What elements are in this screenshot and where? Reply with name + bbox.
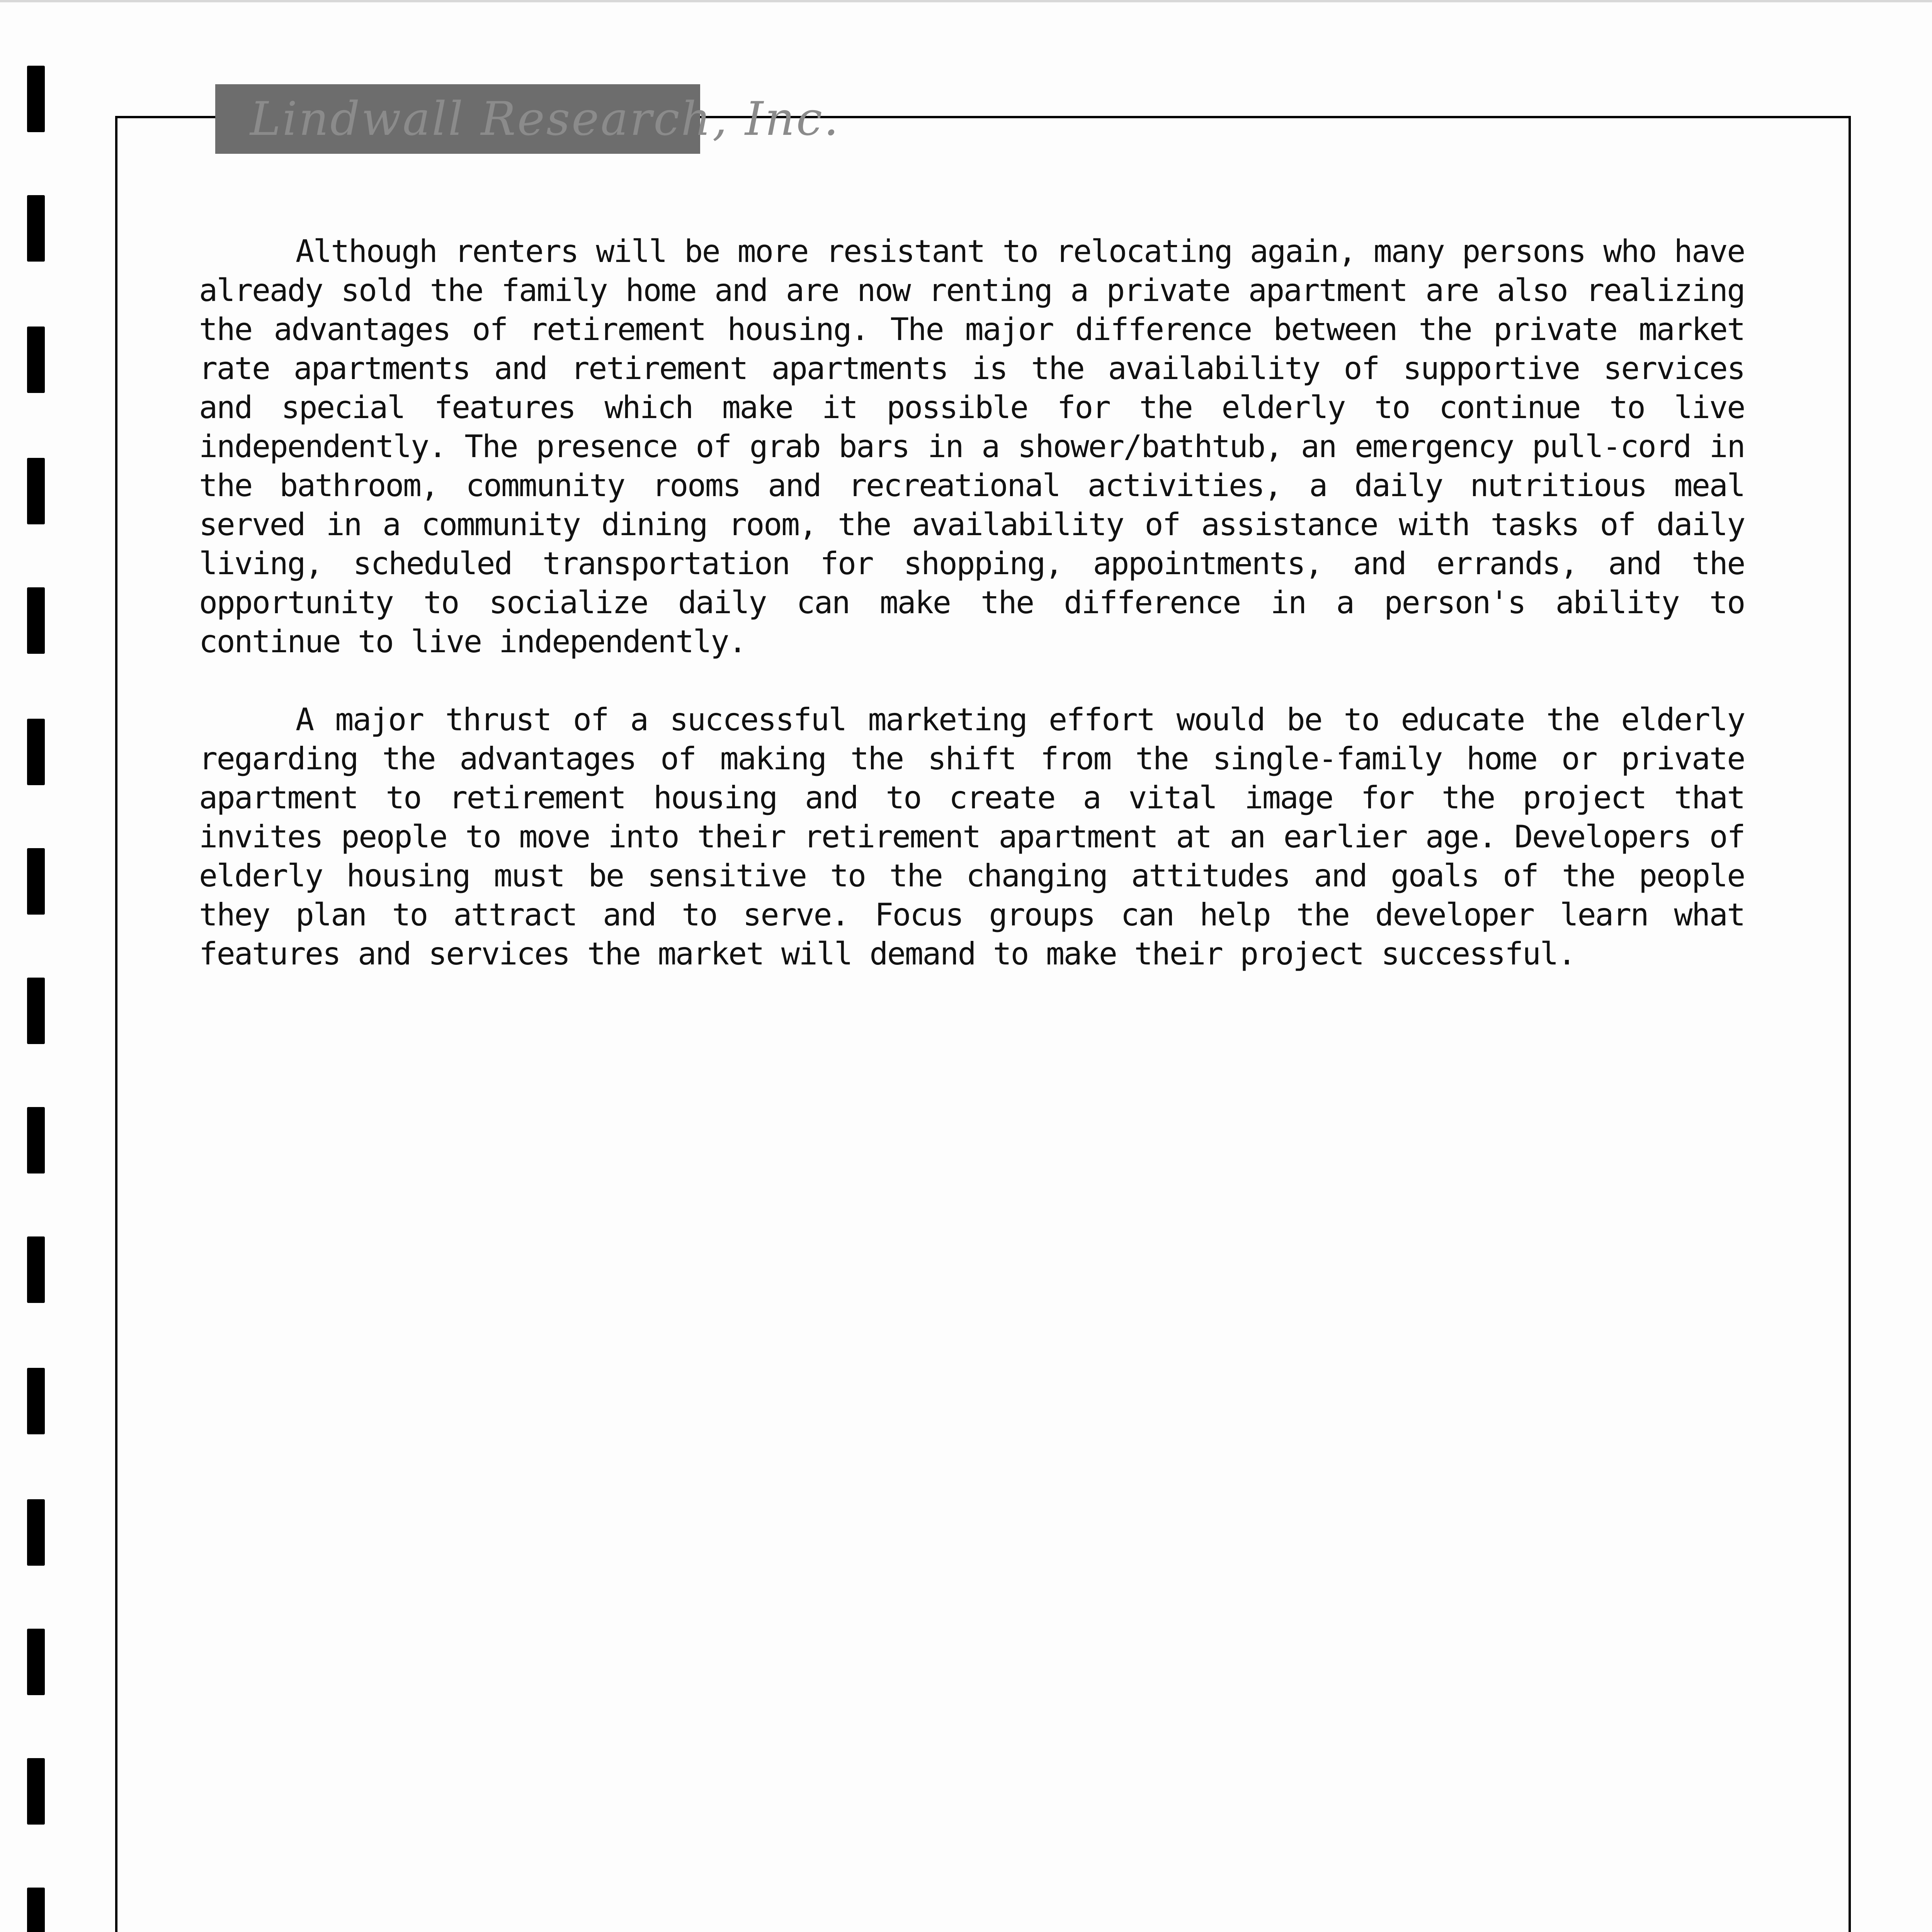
binding-hole: [27, 195, 45, 262]
binding-hole: [27, 1107, 45, 1173]
binding-hole: [27, 458, 45, 524]
company-logo-banner: [215, 84, 840, 154]
paragraph: Although renters will be more resistant to relocating again, many persons who have already sold the family home and are now renting a private apartment are also realizing the advantages of retirement housing. The major difference between the private market rate apartments and retirement apartments is the availability of supportive services and special features which make it possible for the elderly to continue to live independently. The presence of grab bars in a shower/bathtub, an emergency pull-cord in the bathroom, community rooms and recreational activities, a daily nutritious meal served in a community dining room, the availability of assistance with tasks of daily living, scheduled transportation for shopping, appointments, and errands, and the opportunity to socialize daily can make the difference in a person's ability to continue to live independently.: [199, 233, 1745, 660]
binding-hole: [27, 1236, 45, 1303]
binding-hole: [27, 587, 45, 654]
binding-hole: [27, 978, 45, 1044]
body-text: [199, 232, 1745, 1012]
binding-hole: [27, 1888, 45, 1932]
company-logo-text: Lindwall Research, Inc.: [250, 92, 840, 146]
binding-hole: [27, 1499, 45, 1566]
binding-hole: [27, 66, 45, 132]
binding-hole: [27, 1368, 45, 1434]
binding-hole: [27, 719, 45, 785]
binding-holes: [27, 0, 46, 1932]
binding-hole: [27, 327, 45, 393]
page-top-edge: [0, 0, 1932, 2]
binding-hole: [27, 848, 45, 915]
paragraph: A major thrust of a successful marketing effort would be to educate the elderly regarding the advantages of making the shift from the single-family home or private apartment to retirement housing and to create a vital image for the project that invites people to move into their retirement apartment at an earlier age. Developers of elderly housing must be sensitive to the changing attitudes and goals of the people they plan to attract and to serve. Focus groups can help the developer learn what features and services the market will demand to make their project successful.: [199, 702, 1745, 972]
binding-hole: [27, 1758, 45, 1825]
binding-hole: [27, 1629, 45, 1695]
